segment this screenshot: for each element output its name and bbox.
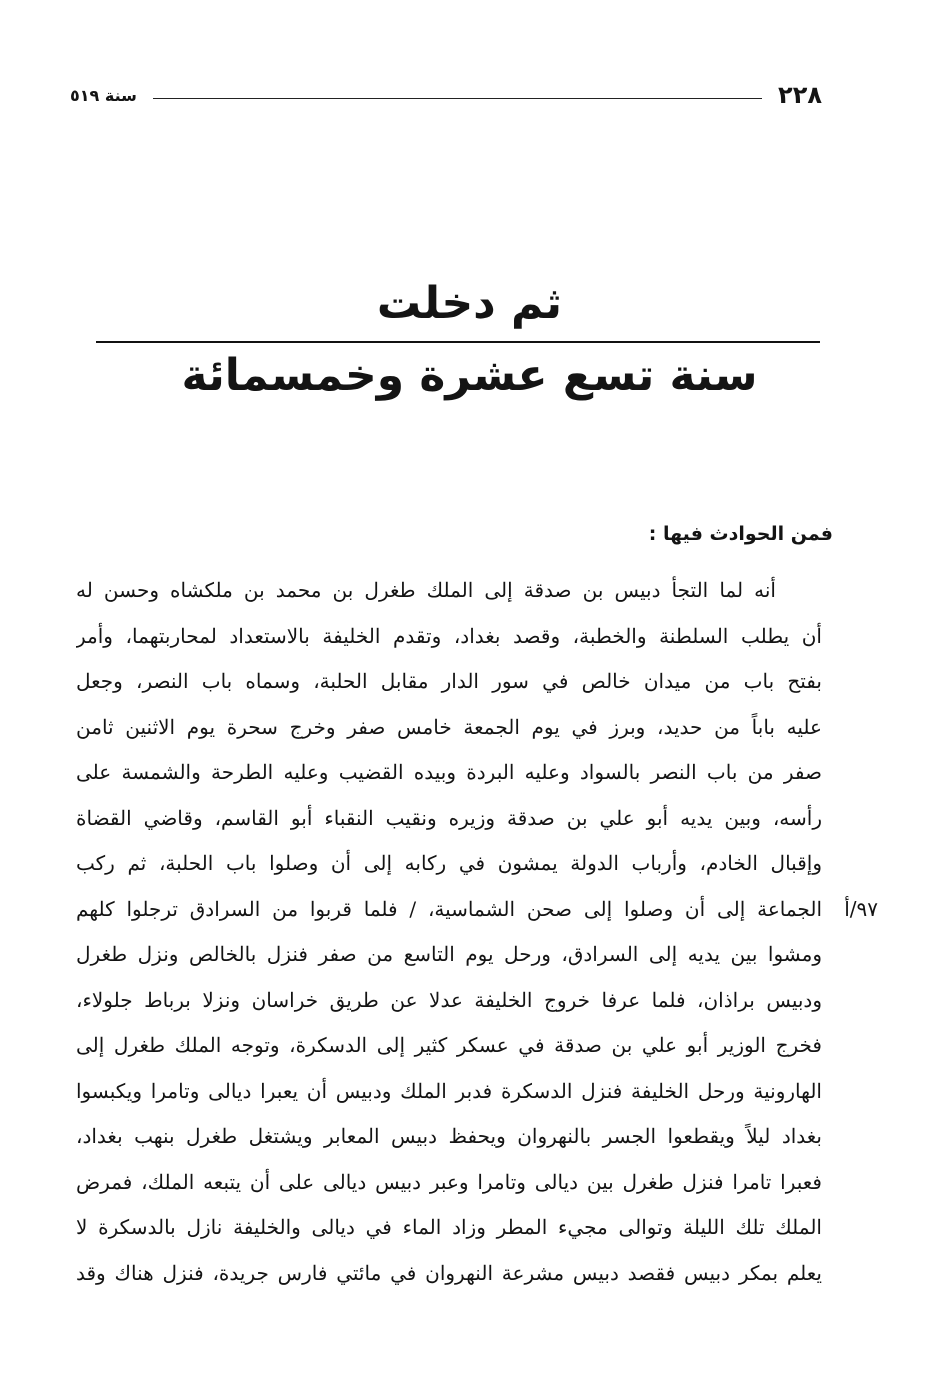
text-line: صفر من باب النصر بالسواد وعليه البردة وبيده القضيب وعليه الطرحة والشمسة على [76,760,822,784]
text-line: ومشوا بين يديه إلى السرادق، ورحل يوم التاسع من صفر فنزل بالخالص ونزل طغرل [76,942,822,966]
section-label: فمن الحوادث فيها : [648,523,833,545]
text-line: عليه باباً من حديد، وبرز في يوم الجمعة خامس صفر وخرج سحرة يوم الاثنين ثامن [76,714,822,739]
chapter-title-line-1: ثم دخلت [376,278,563,329]
text-line: الهارونية ورحل الخليفة فنزل الدسكرة فدبر الملك ودبيس أن يعبرا ديالى وتامرا ويكبسوا [76,1078,822,1103]
text-line: الملك تلك الليلة وتوالى مجيء المطر وزاد الماء في ديالى والخليفة نازل بالدسكرة لا [76,1215,822,1239]
text-line: وإقبال الخادم، وأرباب الدولة يمشون في ركابه إلى أن وصلوا باب الحلبة، ثم ركب [76,851,822,875]
text-line: يعلم بمكر دبيس فقصد دبيس مشرعة النهروان في مائتي فارس جريدة، فنزل هناك وقد [76,1260,822,1285]
running-head-year: سنة ٥١٩ [70,85,137,105]
text-line: أن يطلب السلطنة والخطبة، وقصد بغداد، وتقدم الخليفة بالاستعداد لمحاربتهما، وأمر [76,623,822,648]
title-rule [96,341,820,343]
text-line: فعبرا تامرا فنزل طغرل بين ديالى وتامرا وعبر دبيس ديالى على أن يتبعه الملك، فمرض [76,1169,822,1194]
page-number: ٢٢٨ [778,81,822,109]
body-text [76,568,878,1296]
text-line: بفتح باب من ميدان خالص في سور الدار مقابل الحلبة، وسماه باب النصر، وجعل [76,669,822,693]
chapter-title-line-2: سنة تسع عشرة وخمسمائة [181,350,758,401]
text-line: رأسه، وبين يديه أبو علي بن صدقة وزيره ونقيب النقباء أبو القاسم، وقاضي القضاة [76,805,822,830]
text-line: بغداد ليلاً ويقطعوا الجسر بالنهروان ويحفظ دبيس المعابر ويشتغل طغرل بنهب بغداد، [76,1124,822,1148]
text-line: فخرج الوزير أبو علي بن صدقة في عسكر كثير إلى الدسكرة، وتوجه الملك طغرل إلى [76,1033,822,1057]
running-head [70,80,822,110]
text-line: الجماعة إلى أن وصلوا إلى صحن الشماسية، / فلما قربوا من السرادق ترجلوا كلهم [76,896,822,921]
text-line: أنه لما التجأ دبيس بن صدقة إلى الملك طغرل بن محمد بن ملكشاه وحسن له [76,578,776,602]
header-rule [153,98,762,99]
text-line: ودبيس براذان، فلما عرفا خروج الخليفة عدلا عن طريق خراسان ونزلا برباط جلولاء، [76,987,822,1012]
manuscript-folio-reference: ٩٧/أ [844,896,878,921]
